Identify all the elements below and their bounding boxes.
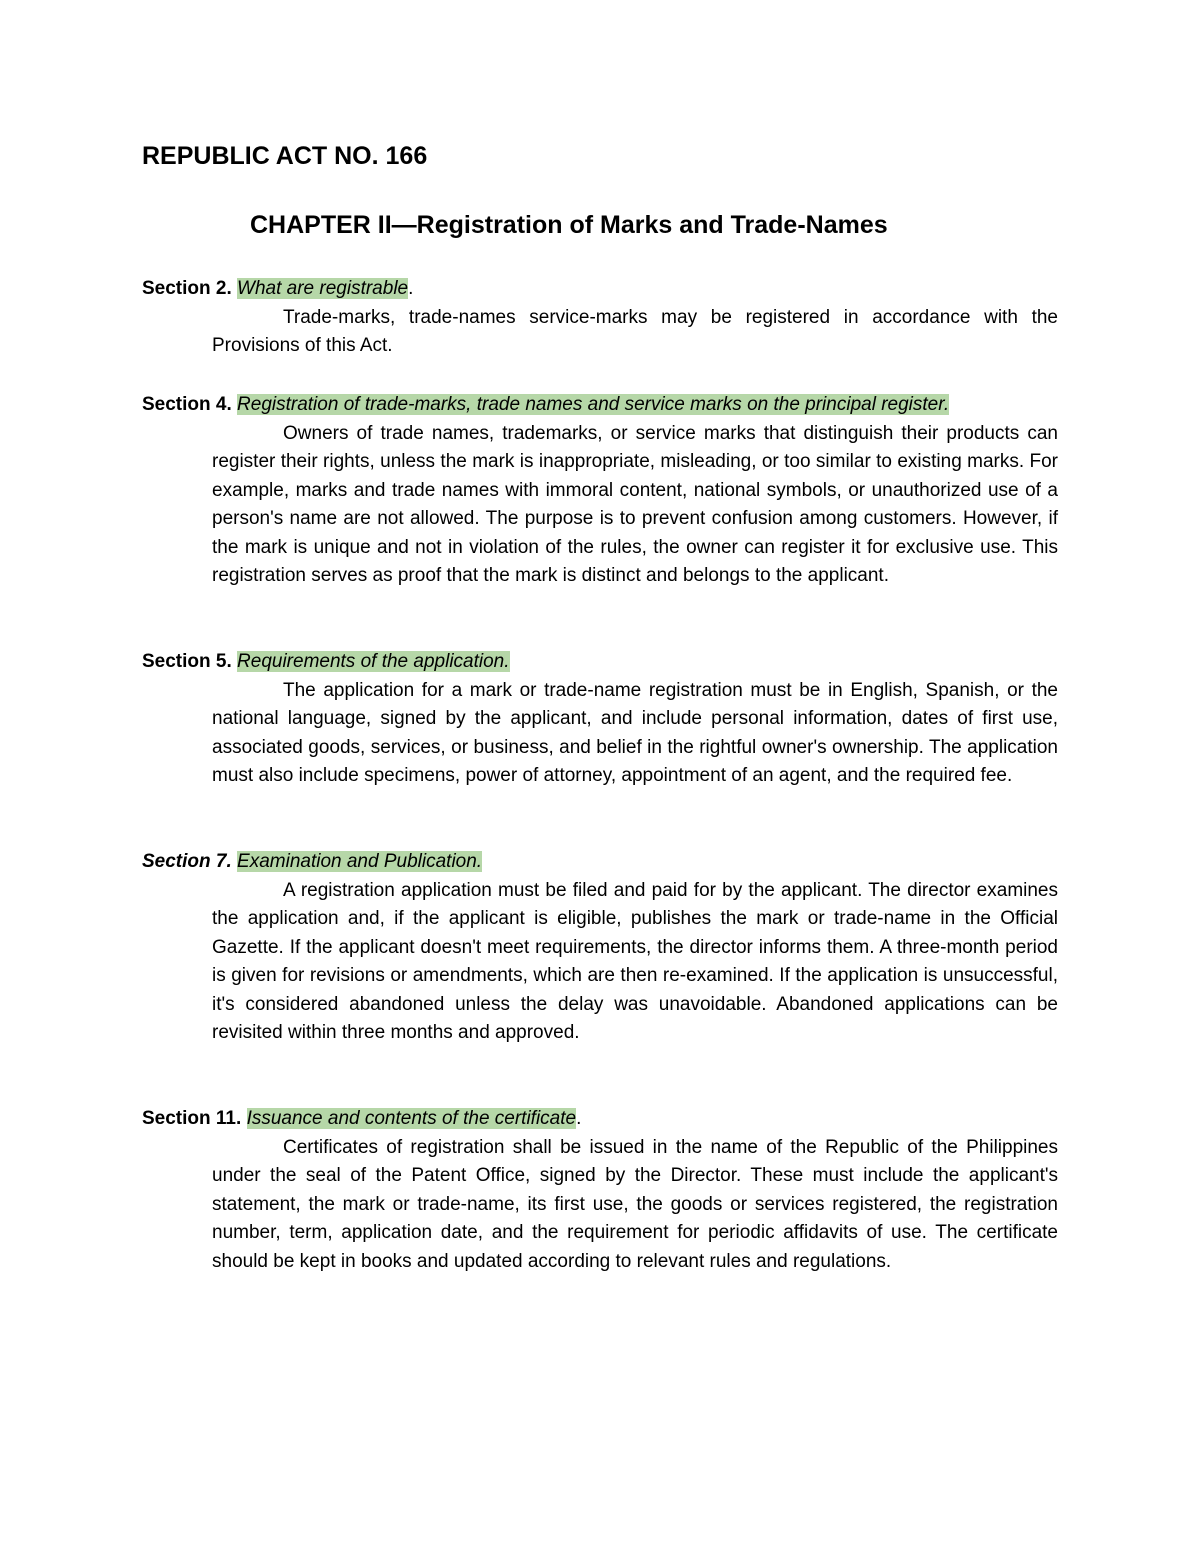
section-heading	[142, 275, 1058, 304]
section-body: Owners of trade names, trademarks, or service marks that distinguish their products can register their rights, unless the mark is inappropriate, misleading, or too similar to existing marks. For example, marks and trade names with immoral content, national symbols, or unauthorized use of a person's name are not allowed. The purpose is to prevent confusion among customers. However, if the mark is unique and not in violation of the rules, the owner can register it for exclusive use. This registration serves as proof that the mark is distinct and belongs to the applicant.	[212, 422, 1058, 586]
section-caption: What are registrable	[237, 278, 409, 299]
section-11	[142, 1105, 1058, 1276]
section-caption: Requirements of the application.	[237, 651, 510, 672]
section-body: Certificates of registration shall be issued in the name of the Republic of the Philippines under the seal of the Patent Office, signed by the Director. These must include the applicant's statement, the mark or trade-name, its first use, the goods or services registered, the registration number, term, application date, and the requirement for periodic affidavits of use. The certificate should be kept in books and updated according to relevant rules and regulations.	[212, 1136, 1058, 1272]
chapter-title: CHAPTER II—Registration of Marks and Trade-Names	[250, 211, 888, 239]
section-body: Trade-marks, trade-names service-marks may be registered in accordance with the Provisions of this Act.	[212, 306, 1058, 356]
section-5	[142, 648, 1058, 791]
section-7	[142, 848, 1058, 1048]
section-caption: Issuance and contents of the certificate	[246, 1108, 577, 1129]
section-label: Section 7.	[142, 851, 232, 872]
section-body: A registration application must be filed and paid for by the applicant. The director examines the application and, if the applicant is eligible, publishes the mark or trade-name in the Official Gazette. If the applicant doesn't meet requirements, the director informs them. A three-month period is given for revisions or amendments, which are then re-examined. If the application is unsuccessful, it's considered abandoned unless the delay was unavoidable. Abandoned applications can be revisited within three months and approved.	[212, 879, 1058, 1043]
section-caption: Registration of trade-marks, trade names and service marks on the principal register.	[237, 394, 950, 415]
section-heading	[142, 848, 1058, 877]
section-label: Section 11.	[142, 1108, 242, 1129]
section-label: Section 4.	[142, 394, 232, 415]
document-title: REPUBLIC ACT NO. 166	[142, 142, 428, 170]
section-heading	[142, 1105, 1058, 1134]
section-caption-suffix: .	[576, 1108, 582, 1129]
section-4	[142, 391, 1058, 591]
section-body: The application for a mark or trade-name registration must be in English, Spanish, or the national language, signed by the applicant, and include personal information, dates of first use, associated goods, services, or business, and belief in the rightful owner's ownership. The application must also include specimens, power of attorney, appointment of an agent, and the required fee.	[212, 679, 1058, 786]
section-label: Section 5.	[142, 651, 232, 672]
section-caption-suffix: .	[408, 278, 414, 299]
section-caption: Examination and Publication.	[237, 851, 483, 872]
section-heading	[142, 648, 1058, 677]
section-2	[142, 275, 1058, 361]
section-heading	[142, 391, 1058, 420]
section-label: Section 2.	[142, 278, 232, 299]
